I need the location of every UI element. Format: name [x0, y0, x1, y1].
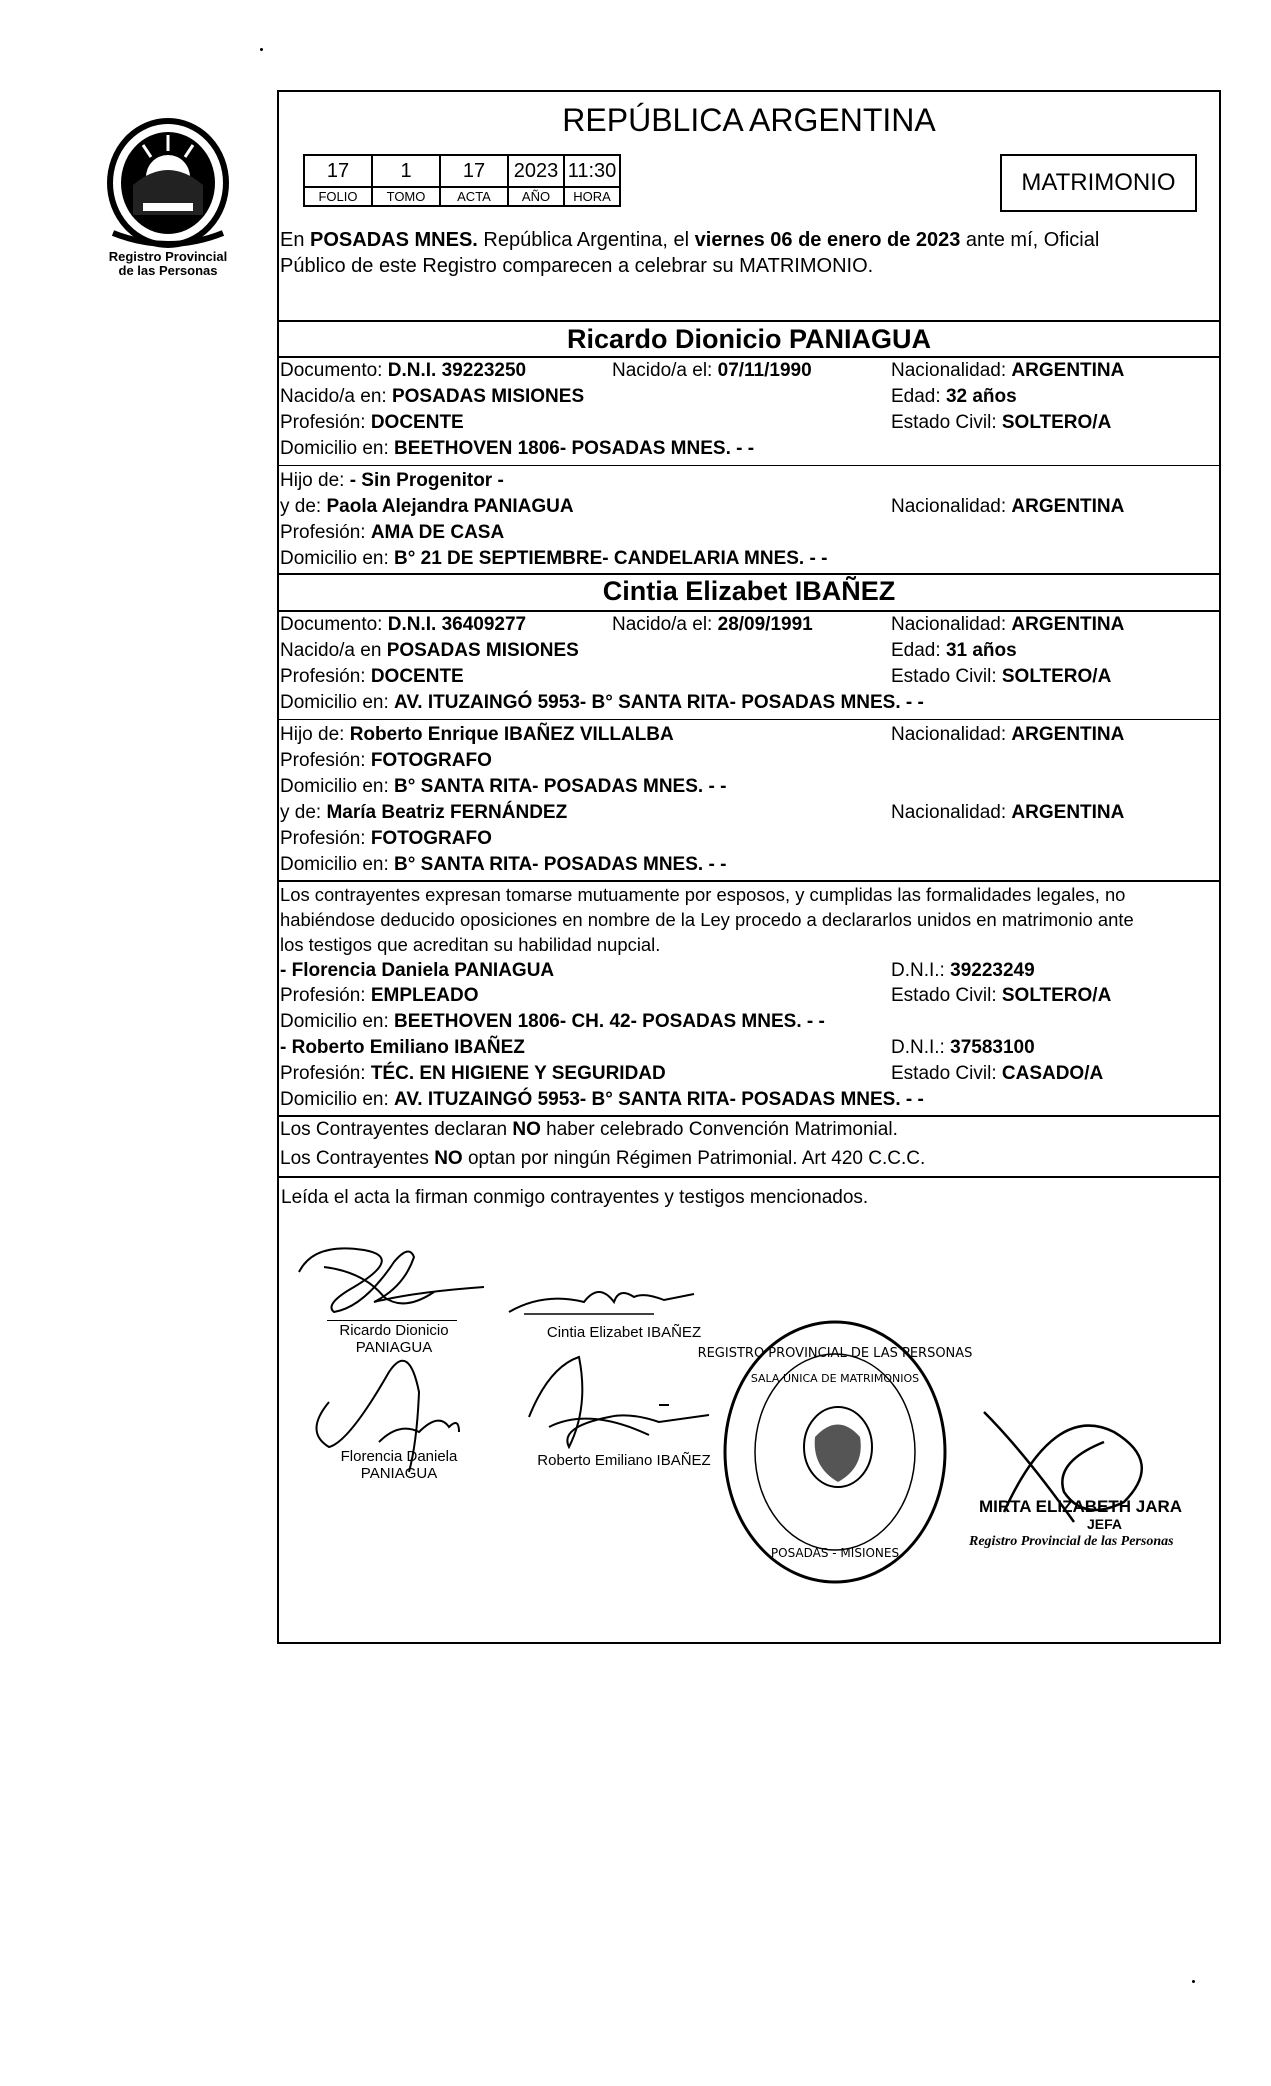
- logo-caption-line2: de las Personas: [118, 263, 218, 278]
- spouse2-nationality: Nacionalidad: ARGENTINA: [891, 614, 1125, 635]
- spouse1-mother-address: Domicilio en: B° 21 DE SEPTIEMBRE- CANDELARIA MNES. - -: [280, 548, 828, 569]
- witness1-dni: D.N.I.: 39223249: [891, 960, 1035, 981]
- spouse1-mother: y de: Paola Alejandra PANIAGUA: [280, 496, 574, 517]
- spouse2-name: Cintia Elizabet IBAÑEZ: [602, 576, 896, 606]
- spouse2-father-profession: Profesión: FOTOGRAFO: [280, 750, 492, 771]
- signature-label-florencia: Florencia Daniela PANIAGUA: [340, 1448, 458, 1482]
- divider: [279, 356, 1219, 358]
- year-label: AÑO: [508, 187, 564, 206]
- scan-speck: [260, 48, 263, 51]
- spouse1-address: Domicilio en: BEETHOVEN 1806- POSADAS MNES. - -: [280, 438, 755, 459]
- seal-outer-text: REGISTRO PROVINCIAL DE LAS PERSONAS: [697, 1346, 973, 1361]
- spouse2-profession: Profesión: DOCENTE: [280, 666, 464, 687]
- seal-bottom-text: POSADAS - MISIONES: [770, 1546, 900, 1560]
- divider: [279, 1176, 1219, 1178]
- signature-label-cintia: Cintia Elizabet IBAÑEZ: [546, 1324, 702, 1341]
- spouse2-father-address: Domicilio en: B° SANTA RITA- POSADAS MNES. - -: [280, 776, 727, 797]
- hour-label: HORA: [564, 187, 620, 206]
- spouse1-birthdate: Nacido/a el: 07/11/1990: [612, 360, 812, 381]
- spouse2-address: Domicilio en: AV. ITUZAINGÓ 5953- B° SANTA RITA- POSADAS MNES. - -: [280, 692, 924, 713]
- spouse1-profession: Profesión: DOCENTE: [280, 412, 464, 433]
- signature-ricardo: [294, 1232, 494, 1322]
- acta-value: 17: [440, 155, 508, 187]
- scan-speck: [1192, 1980, 1195, 1983]
- act-type-box: MATRIMONIO: [1000, 154, 1197, 212]
- tomo-value: 1: [372, 155, 440, 187]
- witness1-profession: Profesión: EMPLEADO: [280, 985, 479, 1006]
- spouse2-father-nationality: Nacionalidad: ARGENTINA: [891, 724, 1125, 745]
- spouse2-document: Documento: D.N.I. 36409277: [280, 614, 527, 635]
- seal-inner-text: SALA UNICA DE MATRIMONIOS: [750, 1372, 920, 1385]
- spouse2-mother: y de: María Beatriz FERNÁNDEZ: [280, 802, 568, 823]
- spouse2-mother-profession: Profesión: FOTOGRAFO: [280, 828, 492, 849]
- declaration-line2: habiéndose deducido oposiciones en nombre de la Ley procedo a declararlos unidos en matrimonio ante: [280, 909, 1134, 930]
- divider: [279, 320, 1219, 322]
- witness1-name: - Florencia Daniela PANIAGUA: [280, 960, 555, 981]
- signature-label-roberto: Roberto Emiliano IBAÑEZ: [537, 1452, 711, 1469]
- spouse1-document: Documento: D.N.I. 39223250: [280, 360, 527, 381]
- spouse1-age: Edad: 32 años: [891, 386, 1017, 407]
- witness1-address: Domicilio en: BEETHOVEN 1806- CH. 42- POSADAS MNES. - -: [280, 1011, 825, 1032]
- signature-line: [327, 1320, 457, 1321]
- spouse1-mother-nationality: Nacionalidad: ARGENTINA: [891, 496, 1125, 517]
- acta-label: ACTA: [440, 187, 508, 206]
- document-title: REPÚBLICA ARGENTINA: [562, 102, 936, 138]
- witness1-civil-status: Estado Civil: SOLTERO/A: [891, 985, 1112, 1006]
- registry-table: [303, 154, 621, 207]
- witness2-profession: Profesión: TÉC. EN HIGIENE Y SEGURIDAD: [280, 1063, 666, 1084]
- declaration-line1: Los contrayentes expresan tomarse mutuamente por esposos, y cumplidas las formalidades legales, no: [280, 884, 1126, 905]
- spouse2-mother-nationality: Nacionalidad: ARGENTINA: [891, 802, 1125, 823]
- spouse2-birthdate: Nacido/a el: 28/09/1991: [612, 614, 813, 635]
- spouse1-mother-profession: Profesión: AMA DE CASA: [280, 522, 505, 543]
- tomo-label: TOMO: [372, 187, 440, 206]
- declaration-line3: los testigos que acreditan su habilidad nupcial.: [280, 934, 661, 955]
- officer-name: MIRTA ELIZABETH JARA: [979, 1497, 1183, 1516]
- logo-caption-line1: Registro Provincial: [108, 249, 228, 264]
- officer-role: JEFA: [1087, 1516, 1123, 1532]
- intro-line1: En POSADAS MNES. República Argentina, el viernes 06 de enero de 2023 ante mí, Oficial: [280, 229, 1100, 251]
- divider: [279, 719, 1219, 720]
- spouse1-birthplace: Nacido/a en: POSADAS MISIONES: [280, 386, 585, 407]
- signature-label-ricardo: Ricardo Dionicio PANIAGUA: [339, 1322, 449, 1356]
- divider: [279, 610, 1219, 612]
- witness2-address: Domicilio en: AV. ITUZAINGÓ 5953- B° SANTA RITA- POSADAS MNES. - -: [280, 1089, 924, 1110]
- folio-value: 17: [304, 155, 372, 187]
- signature-roberto: [519, 1347, 719, 1457]
- witness2-civil-status: Estado Civil: CASADO/A: [891, 1063, 1104, 1084]
- spouse2-birthplace: Nacido/a en POSADAS MISIONES: [280, 640, 579, 661]
- spouse1-name: Ricardo Dionicio PANIAGUA: [566, 324, 932, 354]
- signature-officer: [964, 1392, 1174, 1542]
- divider: [279, 880, 1219, 882]
- year-value: 2023: [508, 155, 564, 187]
- spouse1-nationality: Nacionalidad: ARGENTINA: [891, 360, 1125, 381]
- spouse2-mother-address: Domicilio en: B° SANTA RITA- POSADAS MNES. - -: [280, 854, 727, 875]
- regime-line2: Los Contrayentes NO optan por ningún Régimen Patrimonial. Art 420 C.C.C.: [280, 1148, 926, 1169]
- marriage-certificate: [277, 90, 1221, 1644]
- divider: [279, 1115, 1219, 1117]
- divider: [279, 465, 1219, 466]
- logo-caption: [88, 250, 248, 278]
- provincial-emblem-icon: [103, 115, 233, 250]
- signature-cintia: [504, 1272, 704, 1322]
- divider: [279, 573, 1219, 575]
- folio-label: FOLIO: [304, 187, 372, 206]
- spouse2-father: Hijo de: Roberto Enrique IBAÑEZ VILLALBA: [280, 724, 674, 745]
- spouse2-age: Edad: 31 años: [891, 640, 1017, 661]
- spouse2-civil-status: Estado Civil: SOLTERO/A: [891, 666, 1112, 687]
- officer-org: Registro Provincial de las Personas: [969, 1534, 1174, 1549]
- witness2-name: - Roberto Emiliano IBAÑEZ: [280, 1037, 525, 1058]
- intro-line2: Público de este Registro comparecen a celebrar su MATRIMONIO.: [280, 255, 874, 277]
- official-seal-icon: [697, 1317, 973, 1587]
- spouse1-civil-status: Estado Civil: SOLTERO/A: [891, 412, 1112, 433]
- regime-line1: Los Contrayentes declaran NO haber celebrado Convención Matrimonial.: [280, 1119, 898, 1140]
- registry-logo: [103, 115, 233, 255]
- spouse1-father: Hijo de: - Sin Progenitor -: [280, 470, 504, 491]
- closing-text: Leída el acta la firman conmigo contrayentes y testigos mencionados.: [281, 1187, 869, 1208]
- witness2-dni: D.N.I.: 37583100: [891, 1037, 1035, 1058]
- hour-value: 11:30: [564, 155, 620, 187]
